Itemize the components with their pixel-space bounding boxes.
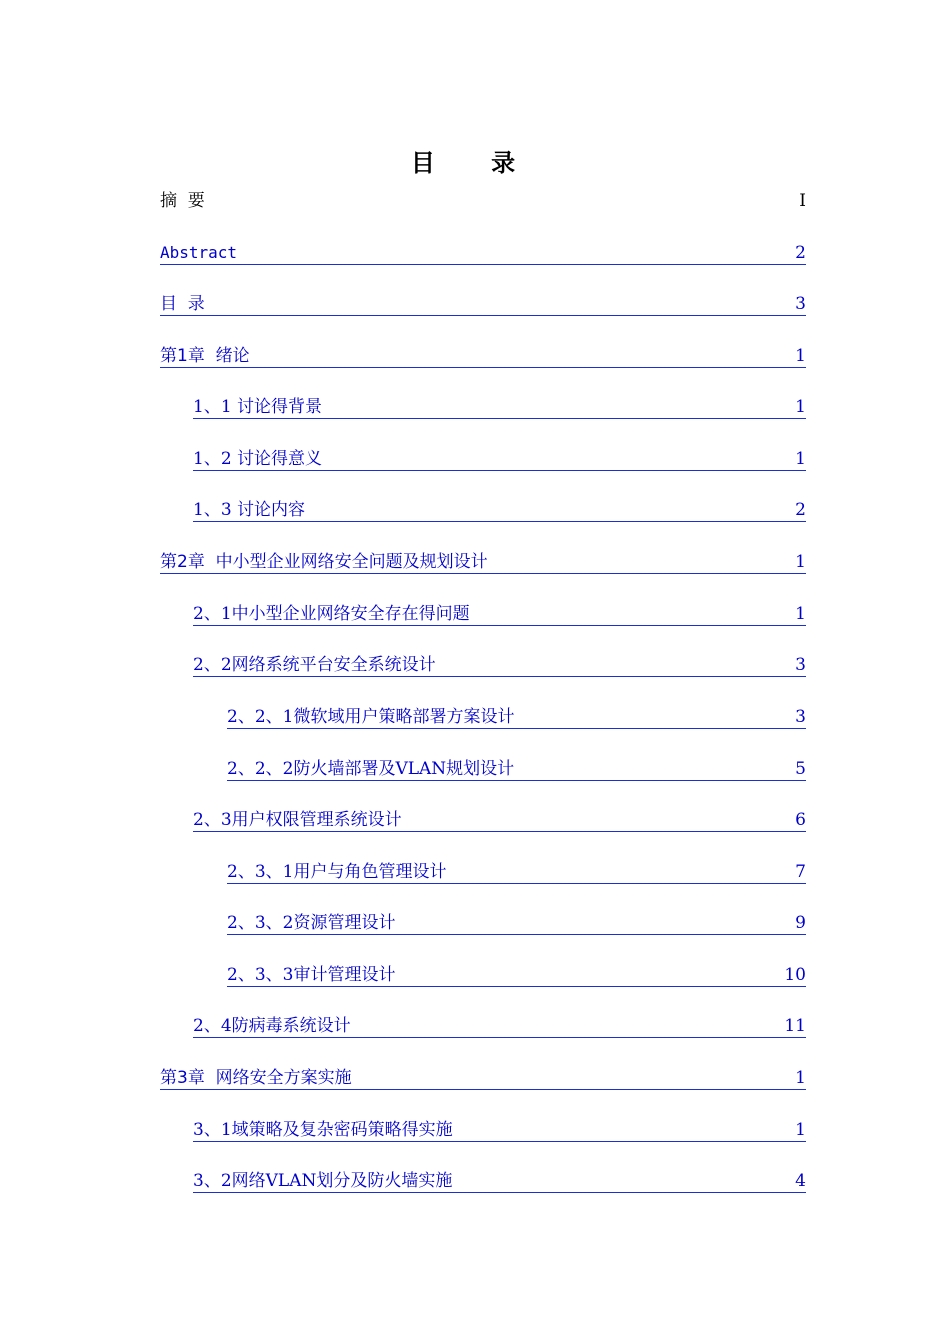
toc-entry-label: 2、3、2资源管理设计	[227, 913, 396, 933]
toc-entry-page: 11	[784, 1016, 806, 1036]
toc-entry-section-2-3-2[interactable]	[227, 910, 806, 935]
toc-entry-chapter-3[interactable]	[160, 1065, 806, 1090]
toc-entry-section-1-2[interactable]	[193, 446, 806, 471]
toc-entry-label: 2、3、1用户与角色管理设计	[227, 862, 447, 882]
toc-entry-section-3-1[interactable]	[193, 1117, 806, 1142]
toc-title: 目 录	[410, 149, 540, 177]
toc-entry-label: 3、1域策略及复杂密码策略得实施	[193, 1120, 453, 1140]
toc-entry-page: 3	[795, 294, 806, 314]
toc-entry-section-1-1[interactable]	[193, 394, 806, 419]
toc-entry-abstract[interactable]	[160, 240, 806, 265]
toc-entry-page: 10	[784, 965, 806, 985]
toc-entry-page: 1	[795, 604, 806, 624]
toc-entry-section-2-2[interactable]	[193, 652, 806, 677]
toc-entry-label: 3、2网络VLAN划分及防火墙实施	[193, 1171, 453, 1191]
toc-entry-page: 1	[795, 449, 806, 469]
toc-entry-page: 3	[795, 655, 806, 675]
toc-entry-page: 1	[795, 552, 806, 572]
toc-entry-label: 2、2网络系统平台安全系统设计	[193, 655, 436, 675]
toc-entry-page: 1	[795, 1068, 806, 1088]
toc-entry-label: 1、3 讨论内容	[193, 500, 306, 520]
toc-entry-section-2-1[interactable]	[193, 601, 806, 626]
toc-entry-label: 2、3、3审计管理设计	[227, 965, 396, 985]
toc-entry-page: 3	[795, 707, 806, 727]
toc-entry-label: 1、1 讨论得背景	[193, 397, 323, 417]
toc-entry-page: 7	[795, 862, 806, 882]
toc-entry-label: 目 录	[160, 294, 205, 314]
toc-entry-page: I	[799, 191, 806, 211]
toc-entry-label: Abstract	[160, 243, 238, 262]
toc-entry-page: 1	[795, 1120, 806, 1140]
toc-entry-contents[interactable]	[160, 291, 806, 316]
toc-entry-label: 摘 要	[160, 191, 205, 211]
toc-entry-chapter-1[interactable]	[160, 343, 806, 368]
toc-entry-label: 1、2 讨论得意义	[193, 449, 323, 469]
toc-entry-section-2-2-1[interactable]	[227, 704, 806, 729]
toc-entry-abstract-cn	[160, 188, 806, 212]
toc-entry-page: 5	[795, 759, 806, 779]
toc-entry-label: 2、1中小型企业网络安全存在得问题	[193, 604, 470, 624]
toc-entry-page: 2	[795, 500, 806, 520]
toc-entry-page: 1	[795, 346, 806, 366]
toc-entry-label: 2、3用户权限管理系统设计	[193, 810, 402, 830]
toc-entry-section-2-3-3[interactable]	[227, 962, 806, 987]
toc-entry-section-2-3[interactable]	[193, 807, 806, 832]
toc-entry-label: 2、4防病毒系统设计	[193, 1016, 351, 1036]
toc-entry-section-1-3[interactable]	[193, 497, 806, 522]
toc-entry-page: 4	[795, 1171, 806, 1191]
toc-entry-label: 2、2、2防火墙部署及VLAN规划设计	[227, 759, 515, 779]
toc-entry-label: 第2章 中小型企业网络安全问题及规划设计	[160, 552, 488, 572]
toc-entry-section-2-3-1[interactable]	[227, 859, 806, 884]
toc-entry-page: 1	[795, 397, 806, 417]
toc-entry-section-2-2-2[interactable]	[227, 756, 806, 781]
toc-entry-label: 2、2、1微软域用户策略部署方案设计	[227, 707, 515, 727]
toc-entry-section-2-4[interactable]	[193, 1013, 806, 1038]
toc-entry-chapter-2[interactable]	[160, 549, 806, 574]
toc-entry-section-3-2[interactable]	[193, 1168, 806, 1193]
toc-entry-page: 6	[795, 810, 806, 830]
toc-entry-label: 第3章 网络安全方案实施	[160, 1068, 352, 1088]
toc-entry-label: 第1章 绪论	[160, 346, 250, 366]
toc-entry-page: 9	[795, 913, 806, 933]
toc-entry-page: 2	[795, 243, 806, 263]
